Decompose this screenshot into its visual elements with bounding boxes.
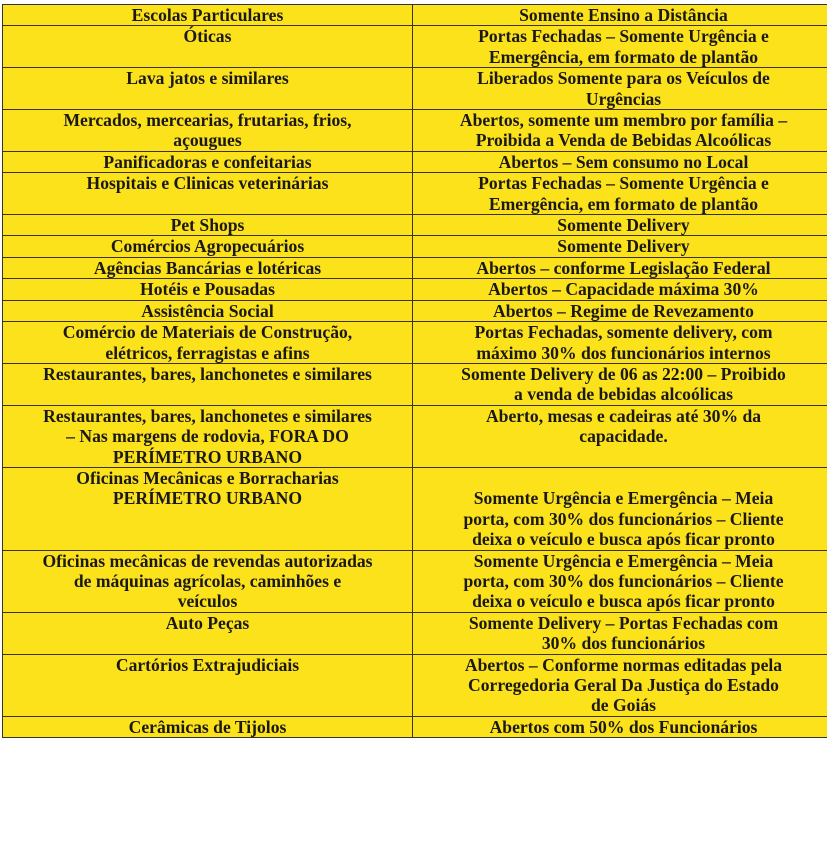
sector-cell: Cartórios Extrajudiciais bbox=[3, 654, 413, 716]
rule-cell: Aberto, mesas e cadeiras até 30% da capacidade. bbox=[413, 405, 827, 467]
rule-cell: Abertos, somente um membro por família – Proibida a Venda de Bebidas Alcoólicas bbox=[413, 110, 827, 152]
rule-cell: Somente Delivery bbox=[413, 215, 827, 236]
sector-cell: Hospitais e Clinicas veterinárias bbox=[3, 173, 413, 215]
sector-cell: Restaurantes, bares, lanchonetes e similares bbox=[3, 363, 413, 405]
table-row bbox=[3, 173, 827, 215]
rule-cell: Abertos – conforme Legislação Federal bbox=[413, 257, 827, 278]
sector-cell: Oficinas mecânicas de revendas autorizadas de máquinas agrícolas, caminhões e veículos bbox=[3, 550, 413, 612]
rule-cell: Liberados Somente para os Veículos de Urgências bbox=[413, 68, 827, 110]
table-row bbox=[3, 236, 827, 257]
table-row bbox=[3, 716, 827, 737]
table-row bbox=[3, 110, 827, 152]
table-row bbox=[3, 405, 827, 467]
rule-cell: Abertos – Sem consumo no Local bbox=[413, 151, 827, 172]
rule-cell: Portas Fechadas – Somente Urgência e Emergência, em formato de plantão bbox=[413, 26, 827, 68]
rule-cell: Abertos com 50% dos Funcionários bbox=[413, 716, 827, 737]
sector-cell: Assistência Social bbox=[3, 300, 413, 321]
rule-cell: Portas Fechadas, somente delivery, com máximo 30% dos funcionários internos bbox=[413, 322, 827, 364]
table-row bbox=[3, 612, 827, 654]
rule-cell: Portas Fechadas – Somente Urgência e Emergência, em formato de plantão bbox=[413, 173, 827, 215]
sector-cell: Oficinas Mecânicas e Borracharias PERÍMETRO URBANO bbox=[3, 467, 413, 550]
sector-cell: Agências Bancárias e lotéricas bbox=[3, 257, 413, 278]
rule-cell: Somente Ensino a Distância bbox=[413, 5, 827, 26]
table-row bbox=[3, 215, 827, 236]
sector-cell: Comércios Agropecuários bbox=[3, 236, 413, 257]
sector-cell: Panificadoras e confeitarias bbox=[3, 151, 413, 172]
rule-cell: Somente Delivery de 06 as 22:00 – Proibido a venda de bebidas alcoólicas bbox=[413, 363, 827, 405]
sector-cell: Comércio de Materiais de Construção, elétricos, ferragistas e afins bbox=[3, 322, 413, 364]
rule-cell: Somente Urgência e Emergência – Meia porta, com 30% dos funcionários – Cliente deixa o veículo e busca após ficar pronto bbox=[413, 467, 827, 550]
sector-cell: Lava jatos e similares bbox=[3, 68, 413, 110]
table-row bbox=[3, 257, 827, 278]
sector-cell: Mercados, mercearias, frutarias, frios, açougues bbox=[3, 110, 413, 152]
sector-cell: Óticas bbox=[3, 26, 413, 68]
rule-cell: Abertos – Capacidade máxima 30% bbox=[413, 279, 827, 300]
rule-cell: Abertos – Conforme normas editadas pela Corregedoria Geral Da Justiça do Estado de Goiás bbox=[413, 654, 827, 716]
table-row bbox=[3, 151, 827, 172]
rule-cell: Somente Delivery bbox=[413, 236, 827, 257]
sector-cell: Restaurantes, bares, lanchonetes e similares – Nas margens de rodovia, FORA DO PERÍMETRO URBANO bbox=[3, 405, 413, 467]
table-row bbox=[3, 550, 827, 612]
rule-cell: Somente Urgência e Emergência – Meia porta, com 30% dos funcionários – Cliente deixa o veículo e busca após ficar pronto bbox=[413, 550, 827, 612]
sector-cell: Cerâmicas de Tijolos bbox=[3, 716, 413, 737]
table-row bbox=[3, 654, 827, 716]
regulations-table bbox=[2, 4, 827, 738]
table-row bbox=[3, 26, 827, 68]
rule-cell: Abertos – Regime de Revezamento bbox=[413, 300, 827, 321]
table-row bbox=[3, 5, 827, 26]
sector-cell: Pet Shops bbox=[3, 215, 413, 236]
table-row bbox=[3, 467, 827, 550]
rule-cell: Somente Delivery – Portas Fechadas com 30% dos funcionários bbox=[413, 612, 827, 654]
sector-cell: Escolas Particulares bbox=[3, 5, 413, 26]
table-row bbox=[3, 279, 827, 300]
table-row bbox=[3, 322, 827, 364]
table-row bbox=[3, 300, 827, 321]
sector-cell: Auto Peças bbox=[3, 612, 413, 654]
table-row bbox=[3, 363, 827, 405]
table-row bbox=[3, 68, 827, 110]
sector-cell: Hotéis e Pousadas bbox=[3, 279, 413, 300]
